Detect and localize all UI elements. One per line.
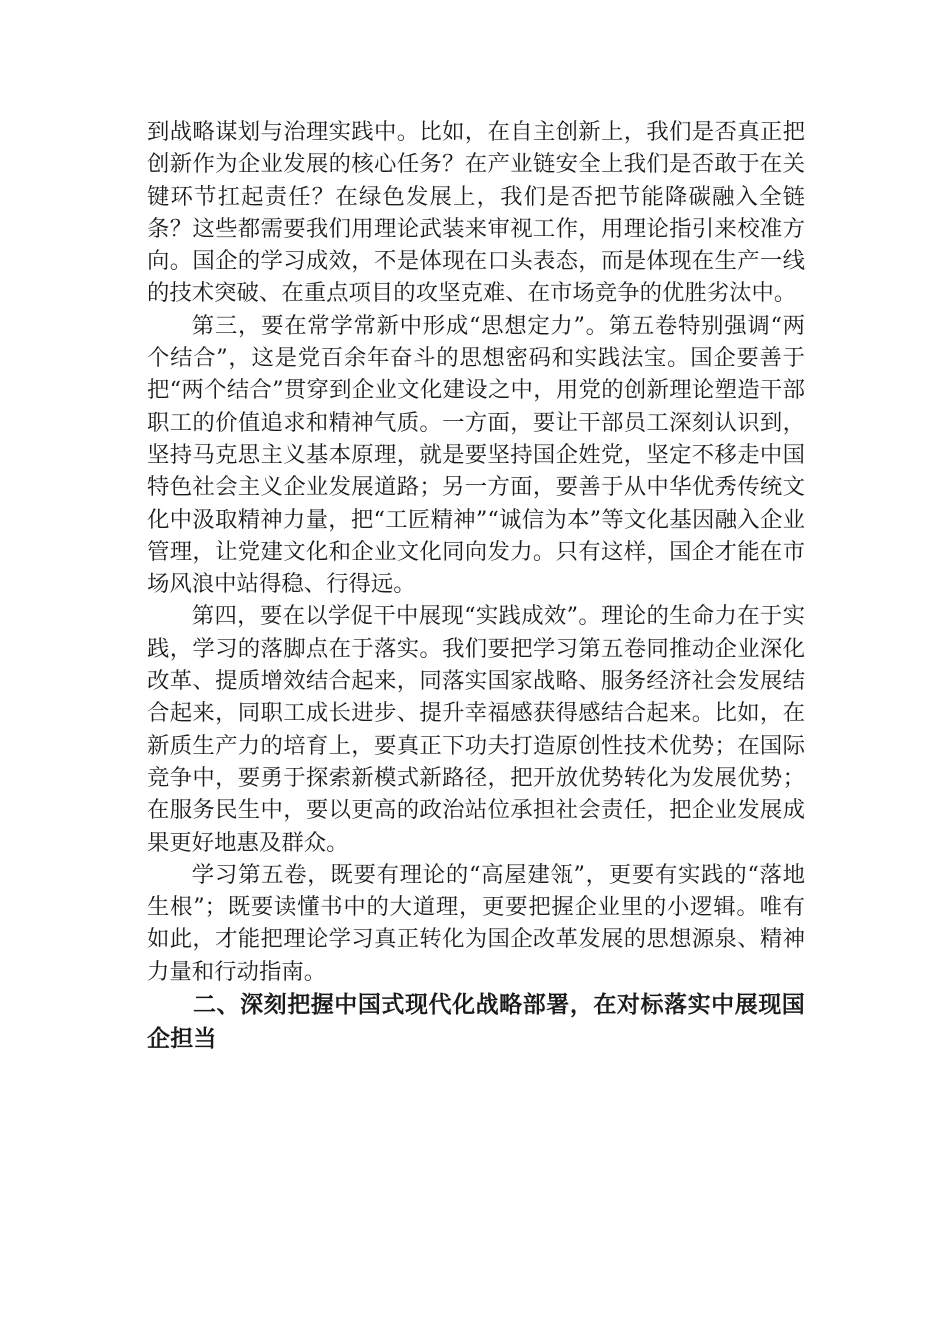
paragraph-fourth-point: 第四，要在以学促干中展现“实践成效”。理论的生命力在于实践，学习的落脚点在于落实。我们要把学习第五卷同推动企业深化改革、提质增效结合起来，同落实国家战略、服务经济社会发展结合起来，同职工成长进步、提升幸福感获得感结合起来。比如，在新质生产力的培育上，要真正下功夫打造原创性技术优势；在国际竞争中，要勇于探索新模式新路径，把开放优势转化为发展优势；在服务民生中，要以更高的政治站位承担社会责任，把企业发展成果更好地惠及群众。	[147, 603, 805, 856]
paragraph-summary: 学习第五卷，既要有理论的“高屋建瓴”，更要有实践的“落地生根”；既要读懂书中的大道理，更要把握企业里的小逻辑。唯有如此，才能把理论学习真正转化为国企改革发展的思想源泉、精神力量和行动指南。	[147, 861, 805, 985]
paragraph-third-point: 第三，要在常学常新中形成“思想定力”。第五卷特别强调“两个结合”，这是党百余年奋斗的思想密码和实践法宝。国企要善于把“两个结合”贯穿到企业文化建设之中，用党的创新理论塑造干部职工的价值追求和精神气质。一方面，要让干部员工深刻认识到，坚持马克思主义基本原理，就是要坚持国企姓党，坚定不移走中国特色社会主义企业发展道路；另一方面，要善于从中华优秀传统文化中汲取精神力量，把“工匠精神”“诚信为本”等文化基因融入企业管理，让党建文化和企业文化同向发力。只有这样，国企才能在市场风浪中站得稳、行得远。	[147, 312, 805, 598]
paragraph-continuation: 到战略谋划与治理实践中。比如，在自主创新上，我们是否真正把创新作为企业发展的核心任务？在产业链安全上我们是否敢于在关键环节扛起责任？在绿色发展上，我们是否把节能降碳融入全链条？这些都需要我们用理论武装来审视工作，用理论指引来校准方向。国企的学习成效，不是体现在口头表态，而是体现在生产一线的技术突破、在重点项目的攻坚克难、在市场竞争的优胜劣汰中。	[147, 119, 805, 307]
section-heading: 二、深刻把握中国式现代化战略部署，在对标落实中展现国企担当	[147, 992, 805, 1053]
document-page	[147, 116, 805, 1056]
